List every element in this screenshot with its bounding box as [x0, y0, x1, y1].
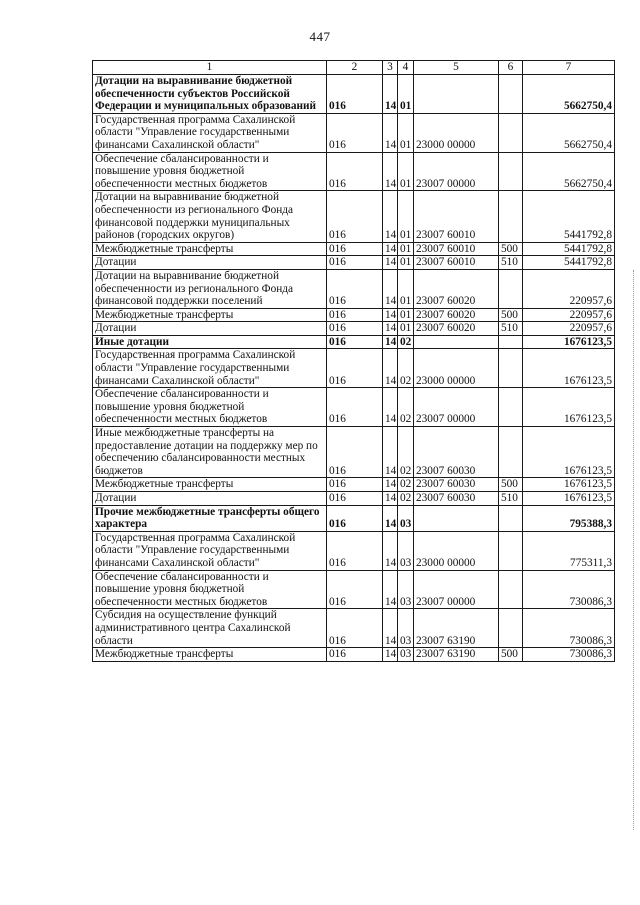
row-name-cell: Дотации [93, 256, 327, 270]
row-c6-cell: 510 [499, 256, 523, 270]
row-c5-cell: 23007 60020 [414, 269, 499, 308]
row-c7-cell: 220957,6 [523, 269, 615, 308]
table-row [93, 492, 615, 506]
row-c3-cell: 14 [383, 349, 398, 388]
row-c7-cell: 220957,6 [523, 322, 615, 336]
row-c3-cell: 14 [383, 570, 398, 609]
row-c4-cell: 02 [398, 427, 414, 478]
row-c4-cell: 01 [398, 75, 414, 114]
row-c2-cell: 016 [327, 388, 383, 427]
row-name-cell: Дотации [93, 492, 327, 506]
row-c4-cell: 03 [398, 648, 414, 662]
row-name-cell: Государственная программа Сахалинской области "Управление государственными финансами Сахалинской области" [93, 531, 327, 570]
row-name-cell: Дотации на выравнивание бюджетной обеспеченности субъектов Российской Федерации и муниципальных образований [93, 75, 327, 114]
row-c2-cell: 016 [327, 242, 383, 256]
table-row [93, 531, 615, 570]
row-c2-cell: 016 [327, 269, 383, 308]
row-c5-cell: 23007 60020 [414, 308, 499, 322]
table-row [93, 648, 615, 662]
column-header: 2 [327, 61, 383, 75]
row-c4-cell: 01 [398, 322, 414, 336]
row-name-cell: Межбюджетные трансферты [93, 308, 327, 322]
table-row [93, 322, 615, 336]
row-c3-cell: 14 [383, 75, 398, 114]
row-c2-cell: 016 [327, 609, 383, 648]
row-c2-cell: 016 [327, 531, 383, 570]
row-name-cell: Межбюджетные трансферты [93, 242, 327, 256]
row-c2-cell: 016 [327, 478, 383, 492]
row-c3-cell: 14 [383, 152, 398, 191]
row-c5-cell: 23007 63190 [414, 609, 499, 648]
row-c7-cell: 5662750,4 [523, 75, 615, 114]
row-c6-cell [499, 75, 523, 114]
scan-artifact-line [630, 270, 634, 830]
row-c3-cell: 14 [383, 322, 398, 336]
column-header: 1 [93, 61, 327, 75]
row-c5-cell [414, 505, 499, 531]
row-c4-cell: 03 [398, 609, 414, 648]
row-c6-cell: 510 [499, 492, 523, 506]
row-c4-cell: 01 [398, 269, 414, 308]
row-name-cell: Межбюджетные трансферты [93, 478, 327, 492]
row-c3-cell: 14 [383, 505, 398, 531]
row-c6-cell [499, 113, 523, 152]
table-header-row [93, 61, 615, 75]
row-c4-cell: 02 [398, 388, 414, 427]
row-c7-cell: 730086,3 [523, 570, 615, 609]
row-name-cell: Иные дотации [93, 335, 327, 349]
row-c3-cell: 14 [383, 427, 398, 478]
row-c6-cell: 500 [499, 242, 523, 256]
row-name-cell: Государственная программа Сахалинской области "Управление государственными финансами Сахалинской области" [93, 349, 327, 388]
row-c4-cell: 02 [398, 335, 414, 349]
row-name-cell: Обеспечение сбалансированности и повышение уровня бюджетной обеспеченности местных бюджетов [93, 388, 327, 427]
row-c4-cell: 01 [398, 152, 414, 191]
table-row [93, 256, 615, 270]
row-name-cell: Прочие межбюджетные трансферты общего характера [93, 505, 327, 531]
row-c4-cell: 03 [398, 531, 414, 570]
row-c5-cell: 23007 60010 [414, 256, 499, 270]
row-c3-cell: 14 [383, 269, 398, 308]
row-c4-cell: 02 [398, 478, 414, 492]
budget-table [92, 60, 615, 662]
column-header: 4 [398, 61, 414, 75]
row-c7-cell: 1676123,5 [523, 335, 615, 349]
row-c4-cell: 02 [398, 349, 414, 388]
row-c3-cell: 14 [383, 242, 398, 256]
table-row [93, 349, 615, 388]
table-row [93, 335, 615, 349]
table-row [93, 505, 615, 531]
row-c7-cell: 795388,3 [523, 505, 615, 531]
row-c5-cell: 23007 60030 [414, 427, 499, 478]
row-c5-cell: 23007 00000 [414, 388, 499, 427]
row-c2-cell: 016 [327, 152, 383, 191]
row-c7-cell: 5441792,8 [523, 242, 615, 256]
table-row [93, 388, 615, 427]
row-c3-cell: 14 [383, 335, 398, 349]
row-c3-cell: 14 [383, 531, 398, 570]
row-c7-cell: 1676123,5 [523, 349, 615, 388]
row-c2-cell: 016 [327, 349, 383, 388]
row-c6-cell: 500 [499, 308, 523, 322]
row-name-cell: Иные межбюджетные трансферты на предоставление дотации на поддержку мер по обеспечению сбалансированности местных бюджетов [93, 427, 327, 478]
row-name-cell: Дотации [93, 322, 327, 336]
row-name-cell: Дотации на выравнивание бюджетной обеспеченности из регионального Фонда финансовой поддержки муниципальных районов (городских округов) [93, 191, 327, 242]
table-row [93, 427, 615, 478]
row-c4-cell: 01 [398, 242, 414, 256]
row-c5-cell: 23007 60010 [414, 191, 499, 242]
row-c2-cell: 016 [327, 113, 383, 152]
row-c4-cell: 01 [398, 256, 414, 270]
row-c5-cell: 23007 60020 [414, 322, 499, 336]
row-c2-cell: 016 [327, 335, 383, 349]
row-c3-cell: 14 [383, 113, 398, 152]
row-c7-cell: 5662750,4 [523, 113, 615, 152]
row-name-cell: Субсидия на осуществление функций административного центра Сахалинской области [93, 609, 327, 648]
row-c7-cell: 5441792,8 [523, 256, 615, 270]
row-c5-cell: 23000 00000 [414, 531, 499, 570]
row-c2-cell: 016 [327, 308, 383, 322]
row-c3-cell: 14 [383, 256, 398, 270]
row-c7-cell: 730086,3 [523, 609, 615, 648]
table-row [93, 191, 615, 242]
row-c6-cell: 510 [499, 322, 523, 336]
row-c4-cell: 01 [398, 191, 414, 242]
row-c4-cell: 02 [398, 492, 414, 506]
column-header: 3 [383, 61, 398, 75]
row-c5-cell: 23007 00000 [414, 152, 499, 191]
row-c6-cell: 500 [499, 648, 523, 662]
row-name-cell: Межбюджетные трансферты [93, 648, 327, 662]
row-name-cell: Дотации на выравнивание бюджетной обеспеченности из регионального Фонда финансовой поддержки поселений [93, 269, 327, 308]
row-c3-cell: 14 [383, 492, 398, 506]
row-c5-cell: 23000 00000 [414, 349, 499, 388]
row-c7-cell: 5441792,8 [523, 191, 615, 242]
row-name-cell: Обеспечение сбалансированности и повышение уровня бюджетной обеспеченности местных бюджетов [93, 152, 327, 191]
row-c6-cell [499, 531, 523, 570]
table-row [93, 242, 615, 256]
row-c6-cell [499, 609, 523, 648]
table-row [93, 478, 615, 492]
row-c3-cell: 14 [383, 191, 398, 242]
row-c4-cell: 03 [398, 505, 414, 531]
page-number: 447 [309, 29, 331, 44]
row-c7-cell: 1676123,5 [523, 427, 615, 478]
row-c6-cell [499, 570, 523, 609]
row-c3-cell: 14 [383, 388, 398, 427]
row-c6-cell: 500 [499, 478, 523, 492]
table-row [93, 269, 615, 308]
row-c6-cell [499, 427, 523, 478]
row-c4-cell: 03 [398, 570, 414, 609]
table-row [93, 308, 615, 322]
row-name-cell: Государственная программа Сахалинской области "Управление государственными финансами Сахалинской области" [93, 113, 327, 152]
row-c2-cell: 016 [327, 256, 383, 270]
row-c3-cell: 14 [383, 308, 398, 322]
row-c3-cell: 14 [383, 478, 398, 492]
row-c2-cell: 016 [327, 75, 383, 114]
row-c7-cell: 1676123,5 [523, 388, 615, 427]
row-c2-cell: 016 [327, 648, 383, 662]
row-c2-cell: 016 [327, 427, 383, 478]
row-c6-cell [499, 388, 523, 427]
table-row [93, 113, 615, 152]
row-c6-cell [499, 269, 523, 308]
row-c7-cell: 220957,6 [523, 308, 615, 322]
row-c6-cell [499, 152, 523, 191]
row-c2-cell: 016 [327, 191, 383, 242]
row-c7-cell: 730086,3 [523, 648, 615, 662]
row-c7-cell: 1676123,5 [523, 492, 615, 506]
row-c6-cell [499, 191, 523, 242]
row-c7-cell: 775311,3 [523, 531, 615, 570]
row-c5-cell: 23007 60010 [414, 242, 499, 256]
row-c6-cell [499, 505, 523, 531]
column-header: 7 [523, 61, 615, 75]
row-c5-cell: 23007 60030 [414, 478, 499, 492]
row-c2-cell: 016 [327, 322, 383, 336]
row-c5-cell: 23007 63190 [414, 648, 499, 662]
row-c5-cell: 23007 60030 [414, 492, 499, 506]
table-row [93, 75, 615, 114]
row-c5-cell [414, 335, 499, 349]
row-c6-cell [499, 335, 523, 349]
table-row [93, 609, 615, 648]
row-c5-cell [414, 75, 499, 114]
row-c4-cell: 01 [398, 113, 414, 152]
row-c6-cell [499, 349, 523, 388]
row-c2-cell: 016 [327, 505, 383, 531]
row-c2-cell: 016 [327, 492, 383, 506]
row-c2-cell: 016 [327, 570, 383, 609]
row-name-cell: Обеспечение сбалансированности и повышение уровня бюджетной обеспеченности местных бюджетов [93, 570, 327, 609]
table-row [93, 152, 615, 191]
row-c4-cell: 01 [398, 308, 414, 322]
row-c3-cell: 14 [383, 648, 398, 662]
column-header: 5 [414, 61, 499, 75]
table-row [93, 570, 615, 609]
row-c5-cell: 23000 00000 [414, 113, 499, 152]
row-c3-cell: 14 [383, 609, 398, 648]
row-c7-cell: 1676123,5 [523, 478, 615, 492]
row-c7-cell: 5662750,4 [523, 152, 615, 191]
column-header: 6 [499, 61, 523, 75]
row-c5-cell: 23007 00000 [414, 570, 499, 609]
